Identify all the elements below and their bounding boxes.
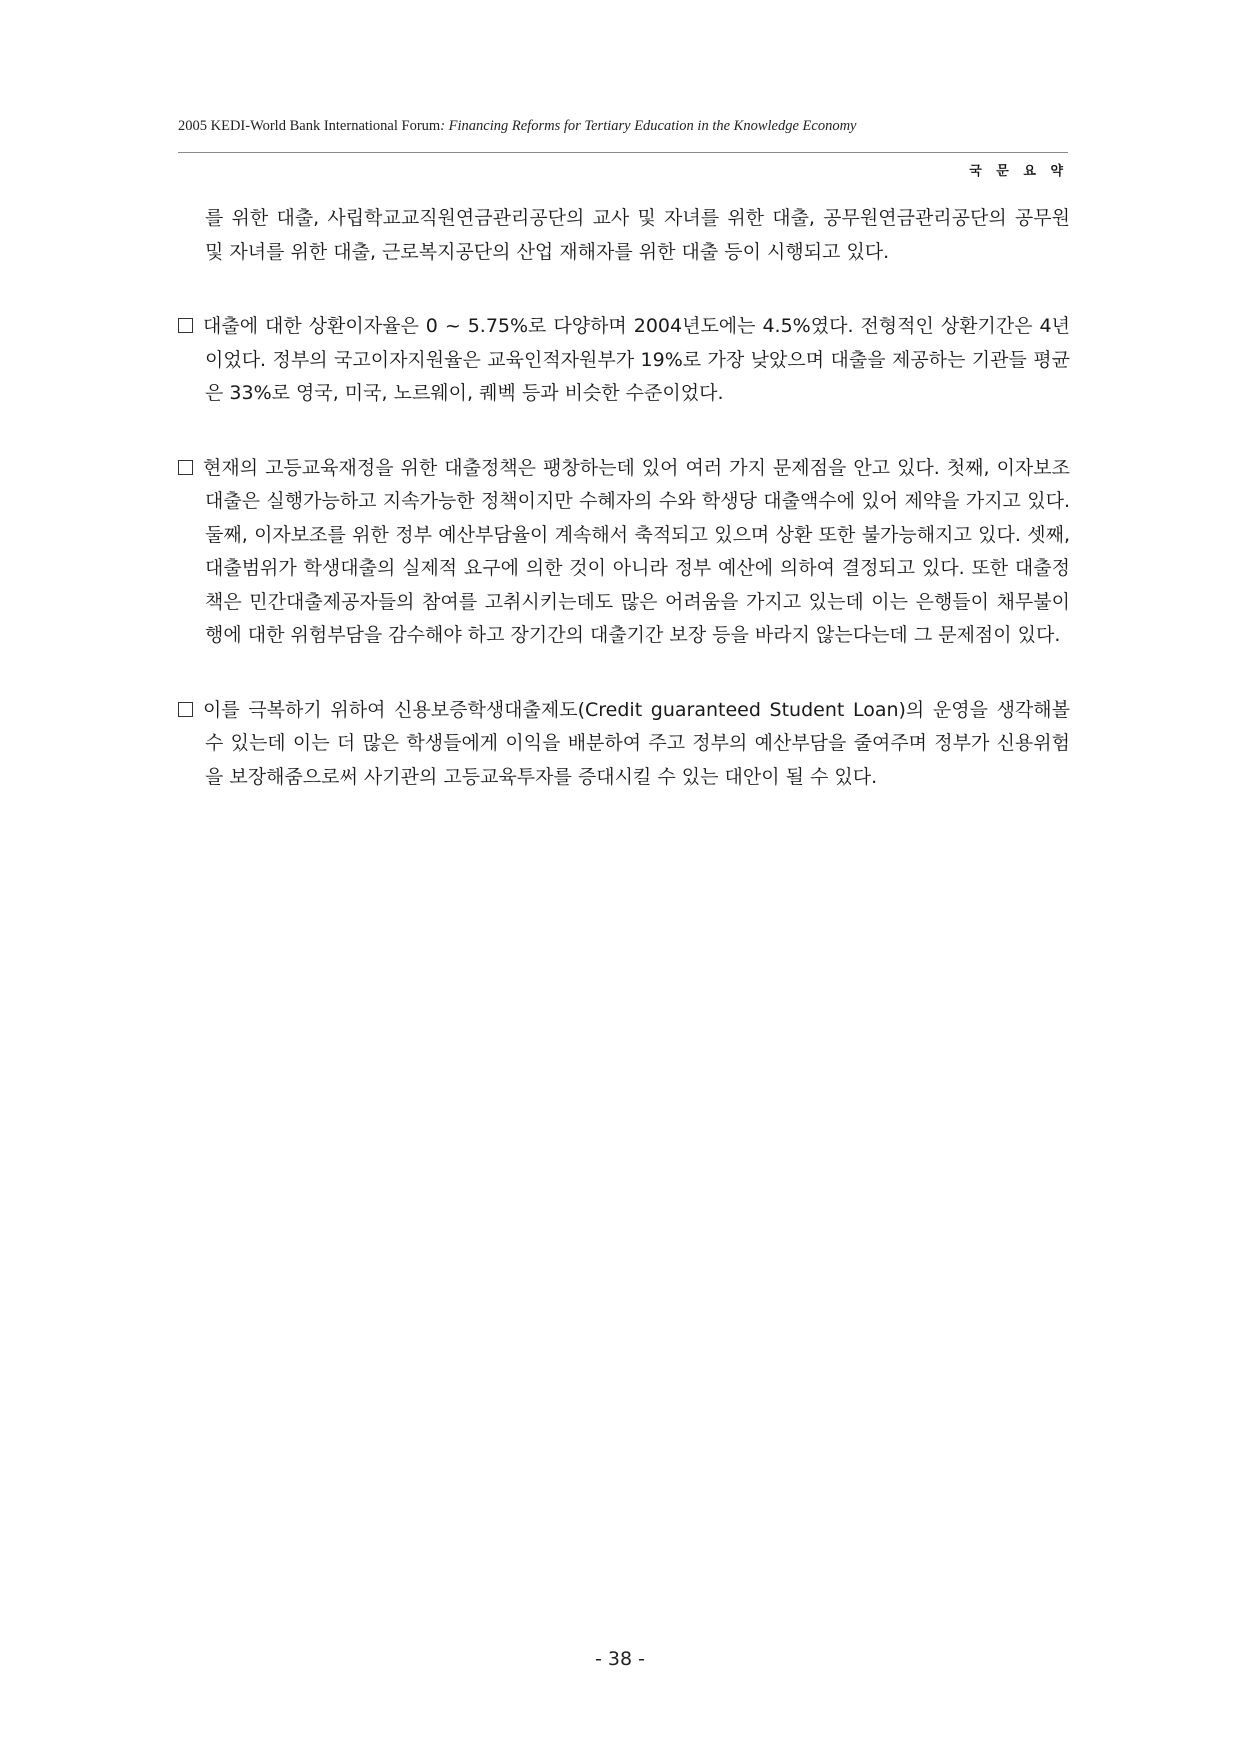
header-divider: [178, 152, 1068, 153]
checkbox-icon: [178, 460, 193, 475]
checkbox-icon: [178, 318, 193, 333]
running-header: [178, 118, 1068, 135]
page-number: - 38 -: [595, 1648, 645, 1670]
paragraph-text: 현재의 고등교육재정을 위한 대출정책은 팽창하는데 있어 여러 가지 문제점을 안고 있다. 첫째, 이자보조대출은 실행가능하고 지속가능한 정책이지만 수혜자의 수와 학생당 대출액수에 있어 제약을 가지고 있다. 둘째, 이자보조를 위한 정부 예산부담율이 계속해서 축적되고 있으며 상환 또한 불가능해지고 있다. 셋째, 대출범위가 학생대출의 실제적 요구에 의한 것이 아니라 정부 예산에 의하여 결정되고 있다. 또한 대출정책은 민간대출제공자들의 참여를 고취시키는데도 많은 어려움을 가지고 있는데 이는 은행들이 채무불이행에 대한 위험부담을 감수해야 하고 장기간의 대출기간 보장 등을 바라지 않는다는데 그 문제점이 있다.: [203, 456, 1070, 646]
paragraph-text: 대출에 대한 상환이자율은 0 ~ 5.75%로 다양하며 2004년도에는 4.5%였다. 전형적인 상환기간은 4년이었다. 정부의 국고이자지원율은 교육인적자원부가 19%로 가장 낮았으며 대출을 제공하는 기관들 평균은 33%로 영국, 미국, 노르웨이, 퀘벡 등과 비슷한 수준이었다.: [203, 315, 1070, 404]
bullet-paragraph: [178, 694, 1070, 795]
section-label: 국 문 요 약: [969, 164, 1068, 179]
bullet-paragraph: [178, 310, 1070, 411]
paragraph-text: 를 위한 대출, 사립학교교직원연금관리공단의 교사 및 자녀를 위한 대출, 공무원연금관리공단의 공무원 및 자녀를 위한 대출, 근로복지공단의 산업 재해자를 위한 대출 등이 시행되고 있다.: [205, 207, 1070, 263]
checkbox-icon: [178, 702, 193, 717]
paragraph-continuation: [178, 202, 1070, 269]
paragraph-text: 이를 극복하기 위하여 신용보증학생대출제도(Credit guaranteed Student Loan)의 운영을 생각해볼 수 있는데 이는 더 많은 학생들에게 이익을 배분하여 주고 정부의 예산부담을 줄여주며 정부가 신용위험을 보장해줌으로써 사기관의 고등교육투자를 증대시킬 수 있는 대안이 될 수 있다.: [203, 698, 1070, 788]
forum-title: 2005 KEDI-World Bank International Forum: [178, 118, 441, 134]
forum-subtitle: : Financing Reforms for Tertiary Education in the Knowledge Economy: [440, 118, 857, 134]
document-body: [178, 202, 1070, 835]
bullet-paragraph: [178, 452, 1070, 653]
